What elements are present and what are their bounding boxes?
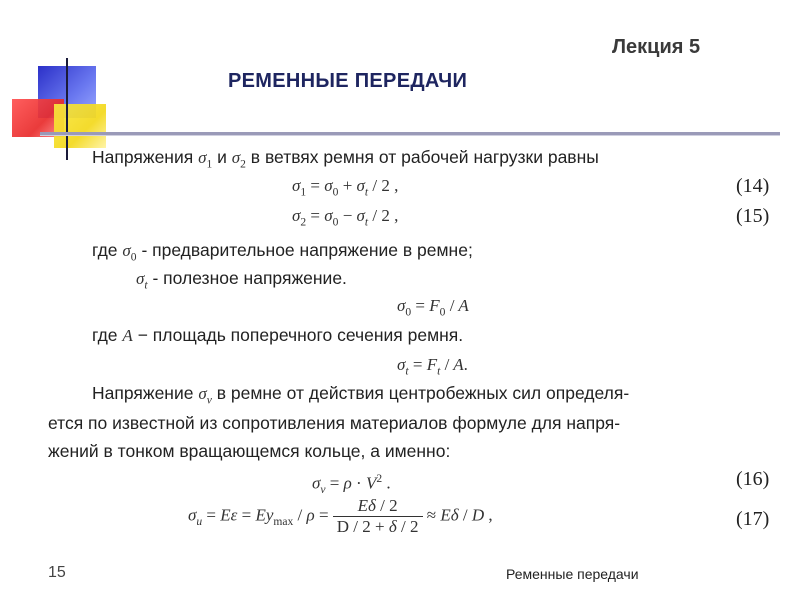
sigma1-symbol: $\sigma_1$ bbox=[198, 148, 213, 171]
equation-sigmat: $\sigma_t = F_t / A$. bbox=[397, 355, 468, 378]
paragraph-line-1: Напряжение $\sigma_v$ в ремне от действия центробежных сил определя- bbox=[92, 383, 630, 407]
equation-16-label: (16) bbox=[736, 468, 770, 490]
equation-17: $\sigma_u = E\varepsilon = Ey_{max} / \rho$ = $\frac{E\delta / 2}{D / 2 + \delta / 2}$ ≈ Eδ / D , bbox=[188, 496, 493, 536]
header-divider-shadow bbox=[40, 135, 780, 136]
equation-15: $\sigma_2 = \sigma_0 - \sigma_t / 2$ , bbox=[292, 206, 399, 229]
where-area-line: где A − площадь поперечного сечения ремня. bbox=[92, 325, 464, 345]
page-number: 15 bbox=[48, 564, 66, 581]
slide-title: РЕМЕННЫЕ ПЕРЕДАЧИ bbox=[228, 70, 468, 92]
intro-line: Напряжения $\sigma_1$ и $\sigma_2$ в ветвях ремня от рабочей нагрузки равны bbox=[92, 147, 599, 171]
paragraph-line-2: ется по известной из сопротивления материалов формуле для напря- bbox=[48, 413, 621, 433]
decor-square-yellow bbox=[54, 104, 106, 148]
where-sigma0-line: где $\sigma_0$ - предварительное напряжение в ремне; bbox=[92, 240, 473, 264]
equation-14-label: (14) bbox=[736, 175, 770, 197]
equation-14: $\sigma_1 = \sigma_0 + \sigma_t / 2$ , bbox=[292, 176, 399, 199]
equation-17-fraction: $\frac{E\delta / 2}{D / 2 + \delta / 2}$ bbox=[333, 496, 423, 537]
footer-title: Ременные передачи bbox=[506, 566, 639, 582]
lecture-label: Лекция 5 bbox=[612, 36, 701, 58]
where-sigmat-line: $\sigma_t$ - полезное напряжение. bbox=[136, 268, 347, 292]
paragraph-line-3: жений в тонком вращающемся кольце, а именно: bbox=[48, 441, 451, 461]
equation-17-label: (17) bbox=[736, 508, 770, 530]
equation-15-label: (15) bbox=[736, 205, 770, 227]
decor-vertical-line bbox=[66, 58, 68, 160]
sigma2-symbol: $\sigma_2$ bbox=[231, 148, 246, 171]
equation-16: $\sigma_v = \rho \cdot V^2$ . bbox=[312, 472, 391, 497]
equation-sigma0: $\sigma_0 = F_0 / A$ bbox=[397, 296, 469, 319]
